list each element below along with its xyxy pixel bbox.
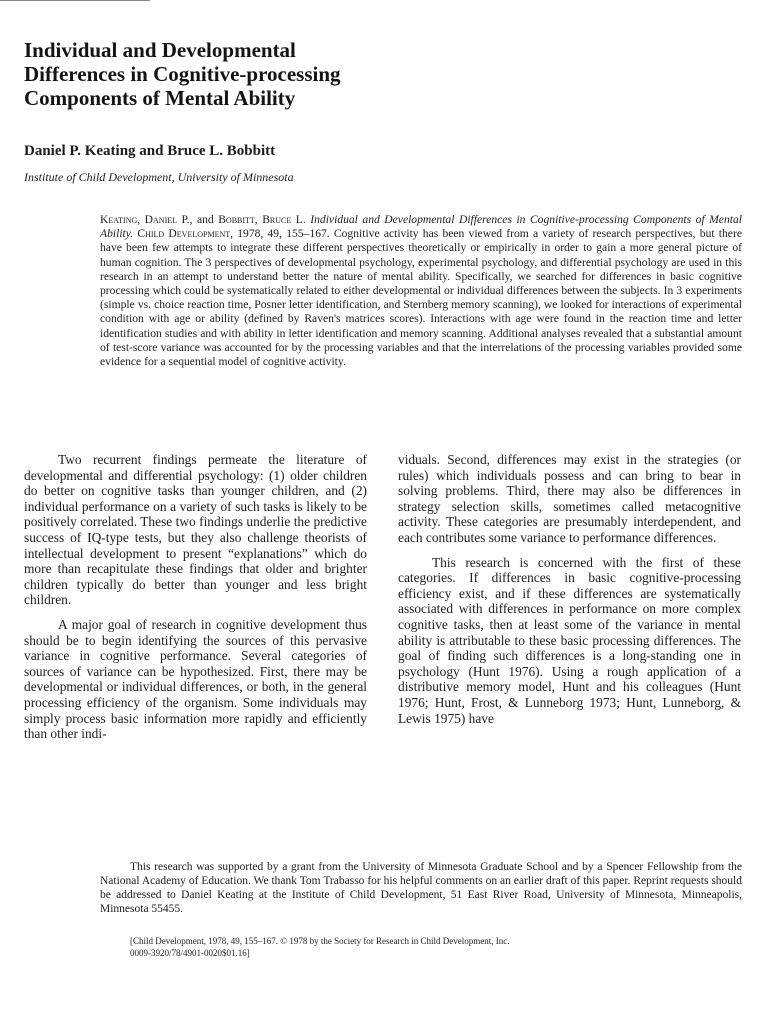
- abstract-ref-author-2: Bobbitt, Bruce L.: [218, 213, 306, 226]
- journal-citation: [130, 935, 730, 959]
- citation-line-1: [Child Development, 1978, 49, 155–167. © 1978 by the Society for Research in Child Development, Inc.: [130, 936, 510, 946]
- citation-line-2: 0009-3920/78/4901-0020$01.16]: [130, 948, 250, 958]
- abstract-ref-author-1: Keating, Daniel P.: [100, 213, 190, 226]
- body-column-right: [398, 452, 741, 726]
- abstract-ref-and: , and: [189, 213, 219, 226]
- left-paragraph-2: A major goal of research in cognitive development thus should be to begin identifying the sources of this pervasive variance in cognitive performance. Several categories of sources of variance can be hypothesized. First, there may be developmental or individual differences, or both, in the general processing efficiency of the organism. Some individuals may simply process basic information more rapidly and efficiently than other indi-: [24, 616, 367, 742]
- left-paragraph-1: Two recurrent findings permeate the literature of developmental and differential psychology: (1) older children do better on cognitive tasks than younger children, and (2) individual performance on a variety of such tasks is likely to be positively correlated. These two findings underlie the predictive success of IQ-type tests, but they also challenge theorists of intellectual development to present “explanations” which do more than recapitulate these findings that older and brighter children typically do better than younger and less bright children.: [24, 452, 367, 608]
- right-paragraph-1: viduals. Second, differences may exist in the strategies (or rules) which individuals possess and can bring to bear in solving problems. Third, there may also be differences in strategy selection skills, sometimes called metacognitive activity. These categories are presumably interdependent, and each contributes some variance to performance differences.: [398, 452, 741, 545]
- title-line-2: Differences in Cognitive-processing: [24, 62, 341, 86]
- abstract-text: Cognitive activity has been viewed from a variety of research perspectives, but there have been few attempts to integrate these different perspectives theoretically or empirically in order to gain a more general picture of human cognition. The 3 perspectives of developmental psychology, experimental psychology, and differential psychology are used in this research in an attempt to understand better the nature of mental ability. Specifically, we searched for differences in basic cognitive processing which could be systematically related to either developmental or individual differences between the subjects. In 3 experiments (simple vs. choice reaction time, Posner letter identification, and Sternberg memory scanning), we looked for interactions of experimental condition with age or ability (defined by Raven's matrices scores). Interactions with age were found in the reaction time and letter identification studies and with ability in letter identification and memory scanning. Additional analyses revealed that a substantial amount of test-score variance was accounted for by the processing variables and that the interrelations of the processing variables provided some evidence for a sequential model of cognitive activity.: [100, 227, 742, 369]
- abstract-ref-volume: , 1978, 49, 155–167.: [230, 227, 330, 241]
- right-paragraph-2: This research is concerned with the first of these categories. If differences in basic cognitive-processing efficiency exist, and if these differences are systematically associated with differences in performance on more complex cognitive tasks, then at least some of the variance in mental ability is attributable to these basic processing differences. The goal of finding such differences is a long-standing one in psychology (Hunt 1976). Using a rough application of a distributive memory model, Hunt and his colleagues (Hunt 1976; Hunt, Frost, & Lunneborg 1973; Hunt, Lunneborg, & Lewis 1975) have: [398, 554, 741, 726]
- footnote-text: This research was supported by a grant from the University of Minnesota Graduate School and by a Spencer Fellowship from the National Academy of Education. We thank Tom Trabasso for his helpful comments on an earlier draft of this paper. Reprint requests should be addressed to Daniel Keating at the Institute of Child Development, 51 East River Road, University of Minnesota, Minneapolis, Minnesota 55455.: [100, 861, 742, 915]
- footnote: [100, 860, 742, 916]
- title-line-3: Components of Mental Ability: [24, 86, 296, 110]
- header-rule: [0, 0, 150, 1]
- author-names: Daniel P. Keating and Bruce L. Bobbitt: [24, 143, 276, 159]
- article-title: [24, 38, 584, 110]
- author-affiliation: Institute of Child Development, University of Minnesota: [24, 170, 294, 184]
- title-line-1: Individual and Developmental: [24, 38, 296, 62]
- body-column-left: [24, 452, 367, 742]
- abstract: [100, 213, 742, 369]
- abstract-ref-journal: Child Development: [137, 227, 231, 241]
- abstract-ref-title: Individual and Developmental Differences in Cognitive-processing Components of Mental Ability.: [100, 213, 742, 241]
